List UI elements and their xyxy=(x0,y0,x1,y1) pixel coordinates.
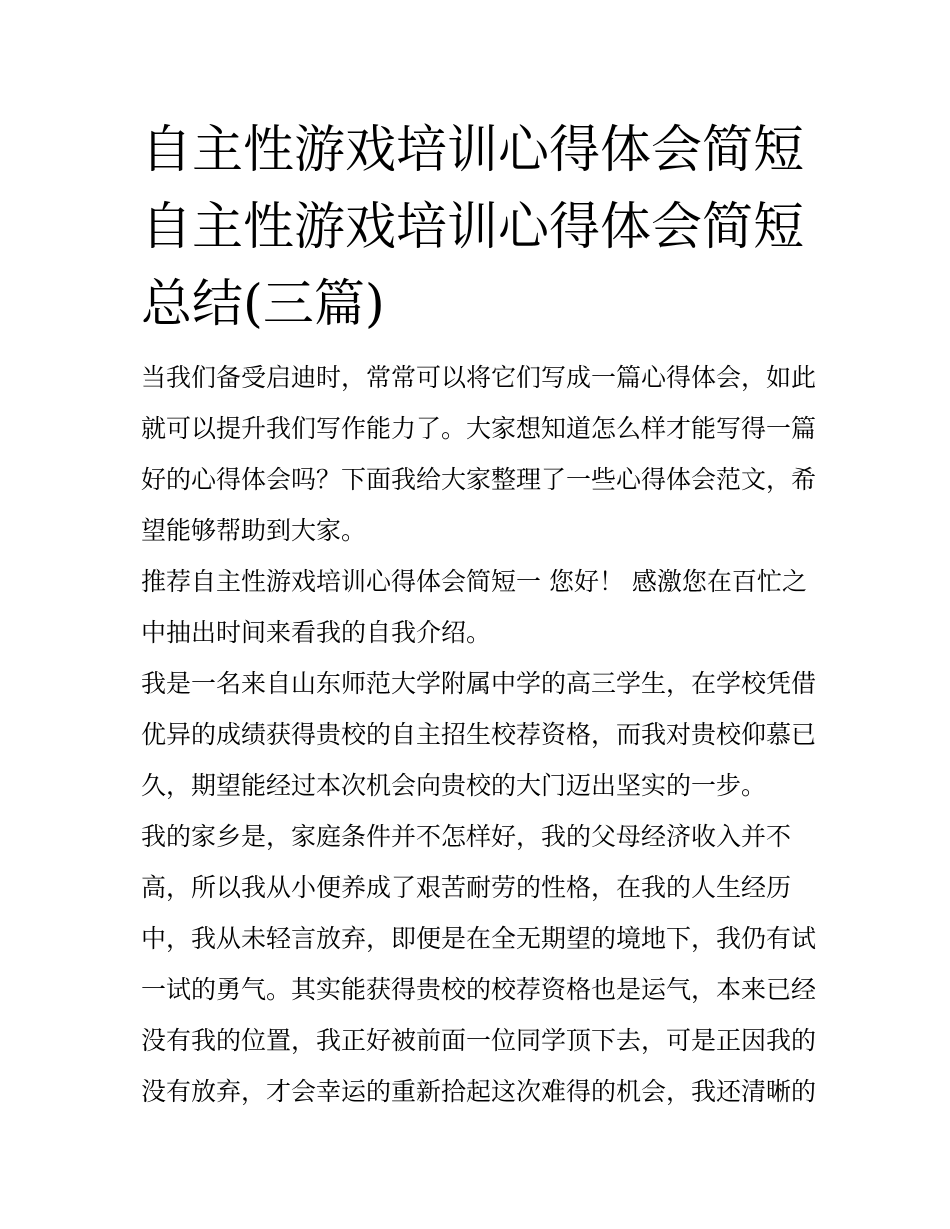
body-line: 中抽出时间来看我的自我介绍。 xyxy=(141,618,492,647)
body-line: 没有放弃，才会幸运的重新拾起这次难得的机会，我还清晰的 xyxy=(141,1077,817,1106)
title-line-2: 自主性游戏培训心得体会简短 xyxy=(141,198,805,257)
body-line: 好的心得体会吗？下面我给大家整理了一些心得体会范文，希 xyxy=(141,465,817,494)
body-line: 我是一名来自山东师范大学附属中学的高三学生，在学校凭借 xyxy=(141,669,817,698)
document-body xyxy=(141,352,821,1117)
title-line-1: 自主性游戏培训心得体会简短 xyxy=(141,121,805,180)
body-line: 高，所以我从小便养成了艰苦耐劳的性格，在我的人生经历 xyxy=(141,873,792,902)
body-line: 我的家乡是，家庭条件并不怎样好，我的父母经济收入并不 xyxy=(141,822,792,851)
body-line: 望能够帮助到大家。 xyxy=(141,516,367,545)
body-line: 就可以提升我们写作能力了。大家想知道怎么样才能写得一篇 xyxy=(141,414,817,443)
body-line: 中，我从未轻言放弃，即便是在全无期望的境地下，我仍有试 xyxy=(141,924,817,953)
body-line: 优异的成绩获得贵校的自主招生校荐资格，而我对贵校仰慕已 xyxy=(141,720,817,749)
title-line-3: 总结(三篇) xyxy=(141,275,385,334)
body-line: 一试的勇气。其实能获得贵校的校荐资格也是运气，本来已经 xyxy=(141,975,817,1004)
body-line: 没有我的位置，我正好被前面一位同学顶下去，可是正因我的 xyxy=(141,1026,817,1055)
document-title xyxy=(141,112,821,343)
body-line: 推荐自主性游戏培训心得体会简短一 您好！ 感激您在百忙之 xyxy=(141,567,807,596)
body-line: 当我们备受启迪时，常常可以将它们写成一篇心得体会，如此 xyxy=(141,363,817,392)
body-line: 久，期望能经过本次机会向贵校的大门迈出坚实的一步。 xyxy=(141,771,767,800)
